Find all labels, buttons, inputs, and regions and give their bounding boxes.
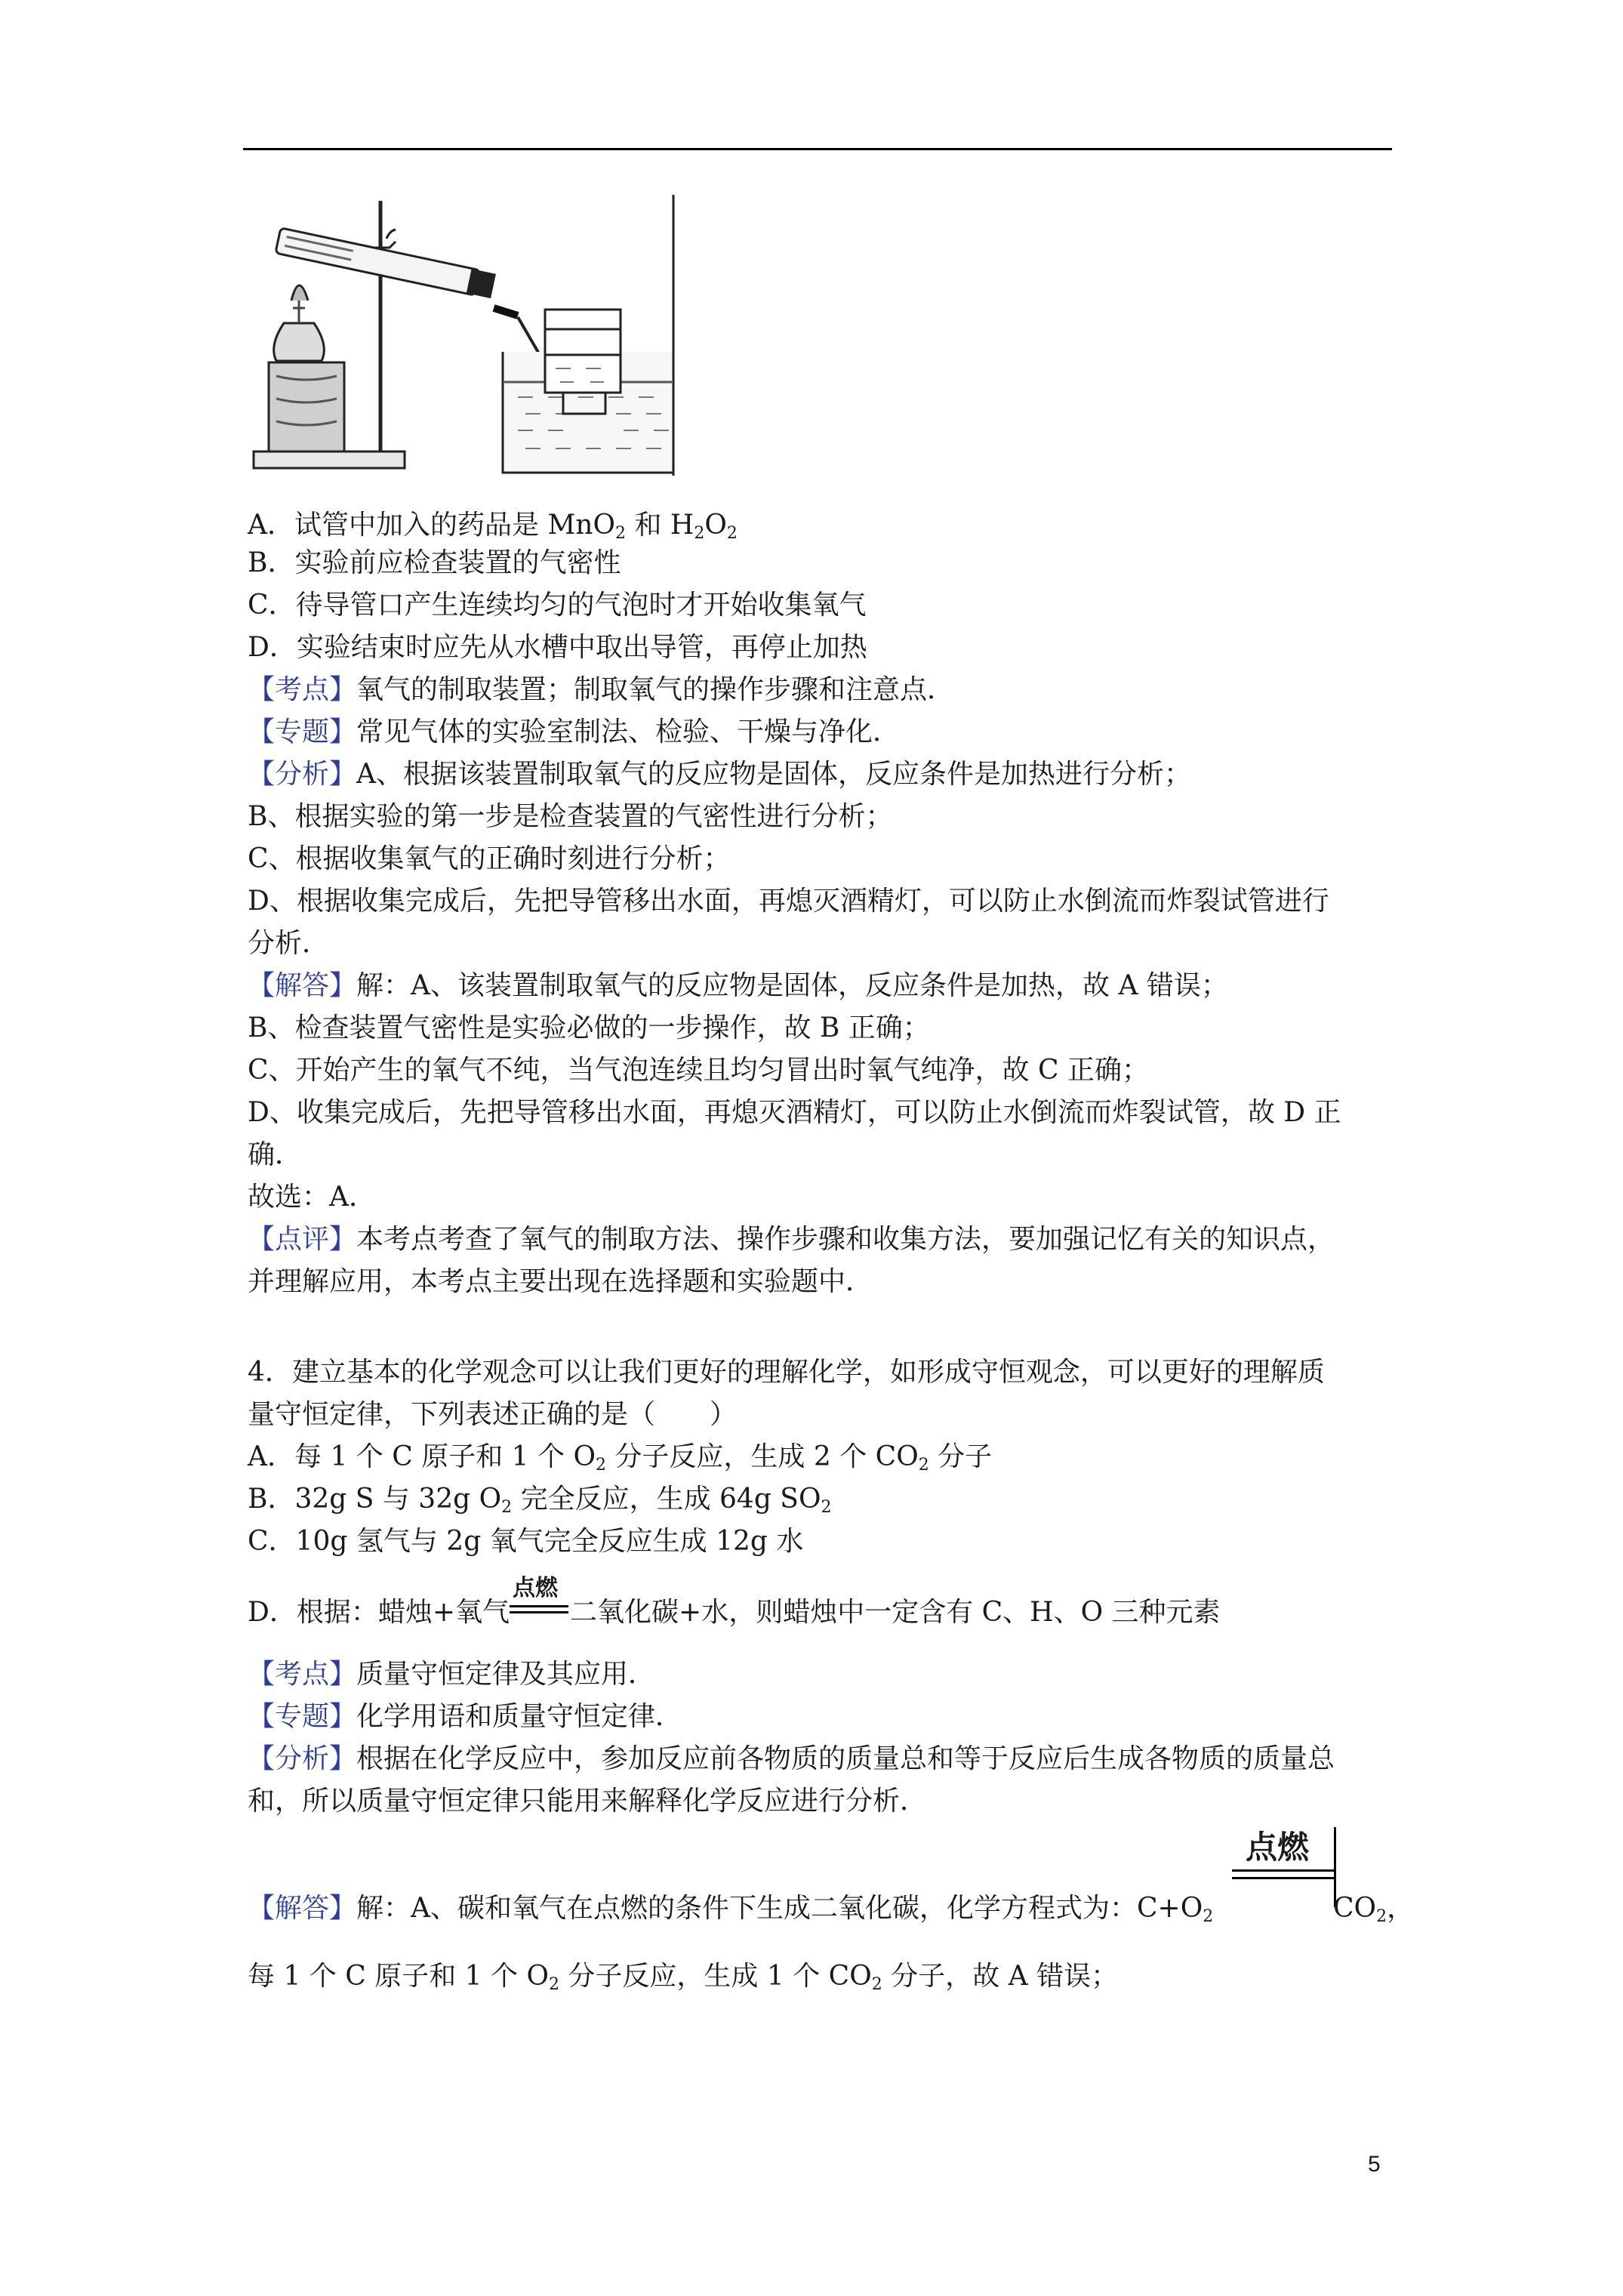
kaodian-tag: 【考点】	[248, 1659, 357, 1690]
q4-jieda-line2: 每 1 个 C 原子和 1 个 $O_2$ 分子反应，生成 1 个 $CO_2$ 分子，故 A 错误；	[248, 1961, 1119, 1994]
q3-dianping-line2: 并理解应用，本考点主要出现在选择题和实验题中．	[248, 1266, 873, 1297]
q3-jieda-line5: 确．	[248, 1139, 303, 1170]
fenxi-tag: 【分析】	[248, 759, 357, 790]
q4-option-c: C．10g 氢气与 2g 氧气完全反应生成 12g 水	[248, 1526, 804, 1557]
q3-jieda-line2: B、检查装置气密性是实验必做的一步操作，故 B 正确；	[248, 1012, 930, 1043]
kaodian-tag: 【考点】	[248, 674, 357, 705]
q4-option-d: D．根据：蜡烛+氧气 点燃 二氧化碳+水，则蜡烛中一定含有 C、H、O 三种元素	[248, 1593, 1221, 1634]
q3-option-a: A．试管中加入的药品是 MnO$_2$ 和 $H_2O_2$	[248, 510, 738, 543]
header-rule	[243, 148, 1392, 150]
equation-condition-text: 点燃	[1246, 1829, 1310, 1866]
page-number: 5	[1368, 2152, 1381, 2177]
q3-fenxi: 【分析】A、根据该装置制取氧气的反应物是固体，反应条件是加热进行分析；	[248, 759, 1192, 790]
q4-stem-line2: 量守恒定律，下列表述正确的是（ ）	[248, 1399, 738, 1430]
q3-fenxi-line5: 分析．	[248, 928, 330, 959]
reaction-arrow	[510, 1575, 570, 1634]
jieda-tag: 【解答】	[248, 970, 357, 1001]
q3-option-d: D．实验结束时应先从水槽中取出导管，再停止加热	[248, 632, 867, 663]
q4-option-b: B．32g S 与 32g $O_2$ 完全反应，生成 64g $SO_2$	[248, 1484, 832, 1517]
q3-option-b: B．实验前应检查装置的气密性	[248, 547, 621, 578]
q3-jieda: 【解答】解：A、该装置制取氧气的反应物是固体，反应条件是加热，故 A 错误；	[248, 970, 1228, 1001]
equation-product: $CO_2$，	[1333, 1893, 1415, 1926]
q3-jieda-line4: D、收集完成后，先把导管移出水面，再熄灭酒精灯，可以防止水倒流而炸裂试管，故 D 正	[248, 1097, 1341, 1128]
q3-fenxi-line2: B、根据实验的第一步是检查装置的气密性进行分析；	[248, 801, 893, 832]
q4-jieda: 【解答】解：A、碳和氧气在点燃的条件下生成二氧化碳，化学方程式为：$C+O_2$	[248, 1893, 1214, 1926]
q3-zhuanti: 【专题】常见气体的实验室制法、检验、干燥与净化．	[248, 717, 901, 747]
equation-condition	[1232, 1823, 1338, 1913]
dianping-tag: 【点评】	[248, 1224, 357, 1255]
q4-fenxi: 【分析】根据在化学反应中，参加反应前各物质的质量总和等于反应后生成各物质的质量总	[248, 1743, 1335, 1774]
fenxi-tag: 【分析】	[248, 1743, 357, 1774]
q3-fenxi-line3: C、根据收集氧气的正确时刻进行分析；	[248, 843, 731, 874]
q3-option-c: C．待导管口产生连续均匀的气泡时才开始收集氧气	[248, 590, 867, 621]
q4-stem: 4．建立基本的化学观念可以让我们更好的理解化学，如形成守恒观念，可以更好的理解质	[248, 1357, 1325, 1388]
oxygen-apparatus-figure	[246, 195, 676, 482]
jieda-tag: 【解答】	[248, 1893, 357, 1924]
reaction-condition: 点燃	[513, 1575, 559, 1601]
q4-zhuanti: 【专题】化学用语和质量守恒定律．	[248, 1701, 683, 1732]
q4-kaodian: 【考点】质量守恒定律及其应用．	[248, 1659, 656, 1690]
q3-fenxi-line4: D、根据收集完成后，先把导管移出水面，再熄灭酒精灯，可以防止水倒流而炸裂试管进行	[248, 886, 1329, 917]
zhuanti-tag: 【专题】	[248, 1701, 357, 1732]
zhuanti-tag: 【专题】	[248, 717, 357, 747]
q4-option-a: A．每 1 个 C 原子和 1 个 $O_2$ 分子反应，生成 2 个 $CO_2$ 分子	[248, 1441, 993, 1475]
q3-answer: 故选：A．	[248, 1182, 376, 1213]
q3-jieda-line3: C、开始产生的氧气不纯，当气泡连续且均匀冒出时氧气纯净，故 C 正确；	[248, 1055, 1149, 1086]
q3-dianping: 【点评】本考点考查了氧气的制取方法、操作步骤和收集方法，要加强记忆有关的知识点，	[248, 1224, 1335, 1255]
q4-fenxi-line2: 和，所以质量守恒定律只能用来解释化学反应进行分析．	[248, 1786, 928, 1817]
q3-kaodian: 【考点】氧气的制取装置；制取氧气的操作步骤和注意点．	[248, 674, 955, 705]
